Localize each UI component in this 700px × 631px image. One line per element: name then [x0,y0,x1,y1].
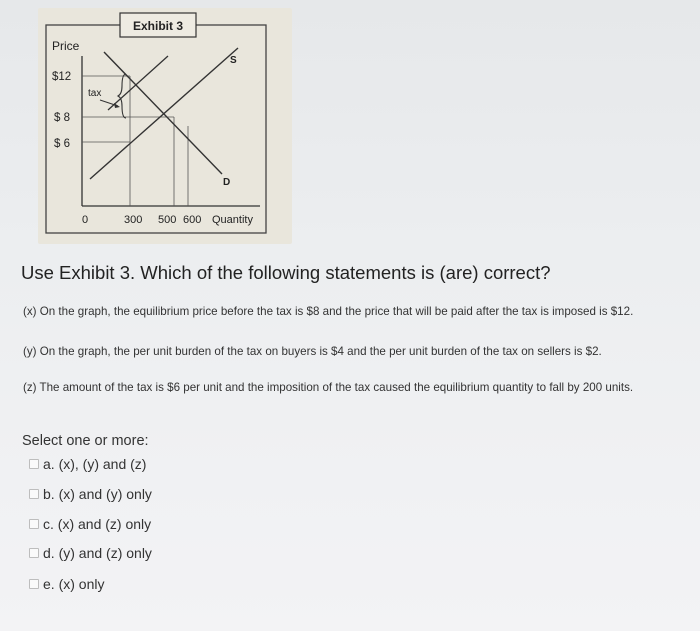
quantity-label-600: 600 [183,214,202,226]
option-c-label: c. (x) and (z) only [43,516,152,532]
y-axis-label: Price [52,39,80,53]
option-d[interactable] [29,545,152,561]
price-label-8: $ 8 [54,112,70,124]
demand-label: D [223,177,231,188]
tax-arrowhead [114,103,120,108]
option-c[interactable] [29,516,151,532]
option-a[interactable] [29,456,146,472]
price-label-6: $ 6 [54,138,70,150]
x-axis-label: Quantity [212,214,253,226]
option-e-label: e. (x) only [43,576,105,592]
supply-demand-graph [38,8,292,244]
quantity-label-0: 0 [82,214,89,226]
question-text: Use Exhibit 3. Which of the following statements is (are) correct? [21,262,551,283]
checkbox-e[interactable] [29,579,39,589]
checkbox-d[interactable] [29,548,39,558]
option-b[interactable] [29,486,152,502]
checkbox-a[interactable] [29,459,39,469]
supply-curve-with-tax [108,56,168,110]
price-label-12: $12 [52,71,72,83]
option-e[interactable] [29,576,104,592]
statement-x: (x) On the graph, the equilibrium price before the tax is $8 and the price that will be paid after the tax is imposed is $12. [23,305,634,318]
supply-label: S [230,55,237,66]
checkbox-b[interactable] [29,489,39,499]
demand-curve [104,52,222,174]
statement-z: (z) The amount of the tax is $6 per unit and the imposition of the tax caused the equilibrium quantity to fall by 200 units. [23,381,634,394]
select-prompt: Select one or more: [22,433,149,449]
checkbox-c[interactable] [29,519,39,529]
exhibit-figure [38,8,292,244]
statement-y: (y) On the graph, the per unit burden of the tax on buyers is $4 and the per unit burden of the tax on sellers is $2. [23,345,602,358]
quantity-label-500: 500 [158,214,177,226]
quantity-label-300: 300 [124,214,143,226]
tax-brace [118,74,126,118]
option-b-label: b. (x) and (y) only [43,486,152,502]
tax-label: tax [88,88,102,99]
option-a-label: a. (x), (y) and (z) [43,456,147,472]
option-d-label: d. (y) and (z) only [43,545,152,561]
exhibit-title: Exhibit 3 [132,19,184,33]
